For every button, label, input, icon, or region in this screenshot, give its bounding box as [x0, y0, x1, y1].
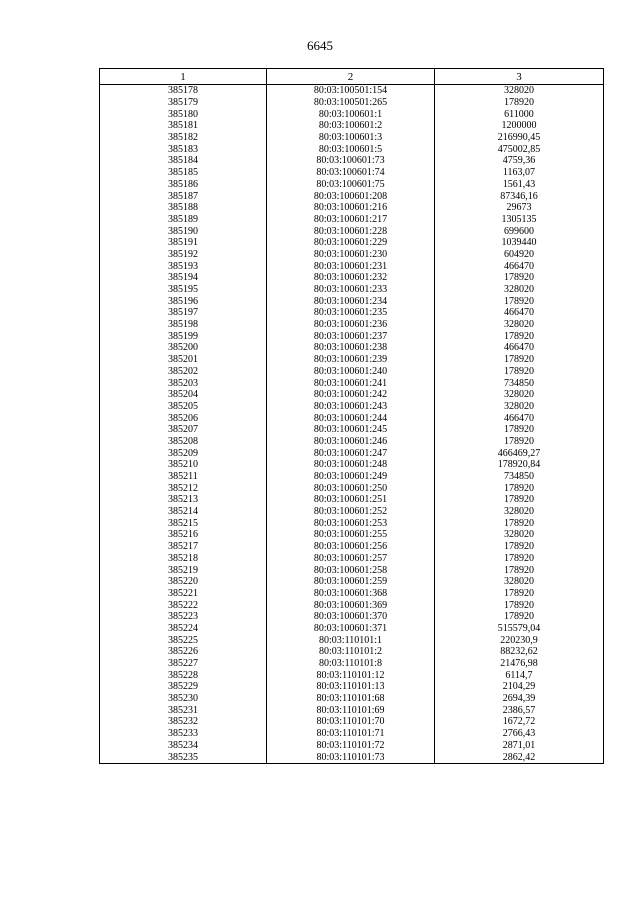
row-number-cell: 385192	[100, 249, 267, 261]
cadastral-number-cell: 80:03:110101:68	[267, 693, 435, 705]
cadastral-value-cell: 88232,62	[435, 646, 604, 658]
table-row	[100, 319, 604, 331]
table-row	[100, 436, 604, 448]
cadastral-number-cell: 80:03:100601:3	[267, 132, 435, 144]
cadastral-number-cell: 80:03:110101:8	[267, 658, 435, 670]
cadastral-value-cell: 1163,07	[435, 167, 604, 179]
cadastral-number-cell: 80:03:100601:242	[267, 389, 435, 401]
cadastral-number-cell: 80:03:100601:238	[267, 342, 435, 354]
cadastral-value-table	[99, 68, 604, 764]
row-number-cell: 385179	[100, 97, 267, 109]
cadastral-value-cell: 328020	[435, 319, 604, 331]
row-number-cell: 385205	[100, 401, 267, 413]
row-number-cell: 385227	[100, 658, 267, 670]
table-row	[100, 716, 604, 728]
table-row	[100, 459, 604, 471]
cadastral-value-cell: 178920	[435, 599, 604, 611]
table-row	[100, 366, 604, 378]
cadastral-value-cell: 2386,57	[435, 704, 604, 716]
row-number-cell: 385182	[100, 132, 267, 144]
row-number-cell: 385197	[100, 307, 267, 319]
cadastral-value-cell: 29673	[435, 202, 604, 214]
cadastral-value-cell: 6114,7	[435, 669, 604, 681]
table-row	[100, 401, 604, 413]
cadastral-value-cell: 466470	[435, 342, 604, 354]
table-row	[100, 202, 604, 214]
cadastral-number-cell: 80:03:100601:245	[267, 424, 435, 436]
row-number-cell: 385217	[100, 541, 267, 553]
table-row	[100, 330, 604, 342]
cadastral-value-cell: 1200000	[435, 120, 604, 132]
cadastral-value-cell: 178920	[435, 482, 604, 494]
cadastral-value-cell: 328020	[435, 529, 604, 541]
table-row	[100, 553, 604, 565]
cadastral-value-cell: 466470	[435, 307, 604, 319]
cadastral-number-cell: 80:03:100601:240	[267, 366, 435, 378]
table-row	[100, 237, 604, 249]
table-row	[100, 564, 604, 576]
row-number-cell: 385200	[100, 342, 267, 354]
row-number-cell: 385214	[100, 506, 267, 518]
cadastral-number-cell: 80:03:100601:74	[267, 167, 435, 179]
cadastral-number-cell: 80:03:110101:70	[267, 716, 435, 728]
table-row	[100, 482, 604, 494]
cadastral-number-cell: 80:03:100601:235	[267, 307, 435, 319]
cadastral-number-cell: 80:03:110101:1	[267, 634, 435, 646]
cadastral-value-cell: 178920	[435, 436, 604, 448]
cadastral-number-cell: 80:03:100601:255	[267, 529, 435, 541]
cadastral-value-cell: 475002,85	[435, 143, 604, 155]
cadastral-value-cell: 2871,01	[435, 740, 604, 752]
table-body	[100, 85, 604, 764]
row-number-cell: 385226	[100, 646, 267, 658]
cadastral-number-cell: 80:03:100601:217	[267, 214, 435, 226]
row-number-cell: 385231	[100, 704, 267, 716]
cadastral-number-cell: 80:03:110101:13	[267, 681, 435, 693]
row-number-cell: 385212	[100, 482, 267, 494]
row-number-cell: 385211	[100, 471, 267, 483]
row-number-cell: 385209	[100, 447, 267, 459]
row-number-cell: 385188	[100, 202, 267, 214]
table-row	[100, 447, 604, 459]
row-number-cell: 385215	[100, 517, 267, 529]
cadastral-value-cell: 328020	[435, 401, 604, 413]
cadastral-number-cell: 80:03:100601:371	[267, 623, 435, 635]
cadastral-value-cell: 1672,72	[435, 716, 604, 728]
header-row	[100, 69, 604, 85]
cadastral-value-cell: 328020	[435, 576, 604, 588]
cadastral-number-cell: 80:03:100601:5	[267, 143, 435, 155]
cadastral-number-cell: 80:03:100601:250	[267, 482, 435, 494]
cadastral-value-cell: 2766,43	[435, 728, 604, 740]
table-row	[100, 611, 604, 623]
table-row	[100, 295, 604, 307]
cadastral-number-cell: 80:03:110101:2	[267, 646, 435, 658]
table-row	[100, 704, 604, 716]
cadastral-value-cell: 734850	[435, 471, 604, 483]
table-row	[100, 506, 604, 518]
column-header-1: 1	[100, 69, 267, 85]
row-number-cell: 385183	[100, 143, 267, 155]
cadastral-number-cell: 80:03:100601:208	[267, 190, 435, 202]
row-number-cell: 385181	[100, 120, 267, 132]
cadastral-value-cell: 21476,98	[435, 658, 604, 670]
cadastral-number-cell: 80:03:100601:257	[267, 553, 435, 565]
table-row	[100, 225, 604, 237]
cadastral-number-cell: 80:03:100601:258	[267, 564, 435, 576]
table-row	[100, 179, 604, 191]
cadastral-value-cell: 178920	[435, 272, 604, 284]
table-row	[100, 693, 604, 705]
cadastral-value-cell: 178920	[435, 564, 604, 576]
table-row	[100, 623, 604, 635]
table-row	[100, 412, 604, 424]
row-number-cell: 385224	[100, 623, 267, 635]
row-number-cell: 385221	[100, 588, 267, 600]
table-row	[100, 342, 604, 354]
table-row	[100, 272, 604, 284]
row-number-cell: 385180	[100, 108, 267, 120]
table-row	[100, 681, 604, 693]
row-number-cell: 385186	[100, 179, 267, 191]
table-row	[100, 120, 604, 132]
cadastral-number-cell: 80:03:100601:251	[267, 494, 435, 506]
cadastral-number-cell: 80:03:100601:230	[267, 249, 435, 261]
table-row	[100, 529, 604, 541]
row-number-cell: 385185	[100, 167, 267, 179]
cadastral-value-cell: 604920	[435, 249, 604, 261]
table-row	[100, 284, 604, 296]
cadastral-number-cell: 80:03:100601:229	[267, 237, 435, 249]
cadastral-value-cell: 328020	[435, 389, 604, 401]
cadastral-value-cell: 178920	[435, 494, 604, 506]
table-row	[100, 85, 604, 97]
row-number-cell: 385222	[100, 599, 267, 611]
row-number-cell: 385233	[100, 728, 267, 740]
table-row	[100, 389, 604, 401]
row-number-cell: 385210	[100, 459, 267, 471]
row-number-cell: 385228	[100, 669, 267, 681]
cadastral-value-cell: 1039440	[435, 237, 604, 249]
row-number-cell: 385216	[100, 529, 267, 541]
row-number-cell: 385189	[100, 214, 267, 226]
table-row	[100, 97, 604, 109]
cadastral-value-cell: 611000	[435, 108, 604, 120]
row-number-cell: 385203	[100, 377, 267, 389]
row-number-cell: 385225	[100, 634, 267, 646]
cadastral-number-cell: 80:03:100601:228	[267, 225, 435, 237]
cadastral-number-cell: 80:03:100601:241	[267, 377, 435, 389]
cadastral-value-cell: 178920	[435, 517, 604, 529]
row-number-cell: 385193	[100, 260, 267, 272]
cadastral-value-cell: 699600	[435, 225, 604, 237]
cadastral-value-cell: 178920	[435, 295, 604, 307]
cadastral-value-cell: 328020	[435, 506, 604, 518]
row-number-cell: 385220	[100, 576, 267, 588]
cadastral-value-cell: 178920,84	[435, 459, 604, 471]
table-row	[100, 517, 604, 529]
cadastral-number-cell: 80:03:100601:256	[267, 541, 435, 553]
row-number-cell: 385194	[100, 272, 267, 284]
table-row	[100, 658, 604, 670]
cadastral-number-cell: 80:03:110101:69	[267, 704, 435, 716]
cadastral-value-cell: 2694,39	[435, 693, 604, 705]
row-number-cell: 385199	[100, 330, 267, 342]
cadastral-number-cell: 80:03:100601:73	[267, 155, 435, 167]
cadastral-number-cell: 80:03:100601:370	[267, 611, 435, 623]
cadastral-value-cell: 178920	[435, 424, 604, 436]
table-row	[100, 599, 604, 611]
cadastral-number-cell: 80:03:100601:253	[267, 517, 435, 529]
cadastral-value-cell: 178920	[435, 366, 604, 378]
cadastral-value-cell: 2862,42	[435, 751, 604, 763]
cadastral-value-cell: 466470	[435, 260, 604, 272]
cadastral-value-cell: 4759,36	[435, 155, 604, 167]
cadastral-number-cell: 80:03:100601:2	[267, 120, 435, 132]
cadastral-value-cell: 466469,27	[435, 447, 604, 459]
table-row	[100, 155, 604, 167]
table-row	[100, 214, 604, 226]
row-number-cell: 385206	[100, 412, 267, 424]
cadastral-value-cell: 178920	[435, 354, 604, 366]
table-row	[100, 190, 604, 202]
table-row	[100, 494, 604, 506]
cadastral-value-cell: 178920	[435, 588, 604, 600]
row-number-cell: 385235	[100, 751, 267, 763]
row-number-cell: 385207	[100, 424, 267, 436]
cadastral-number-cell: 80:03:100601:369	[267, 599, 435, 611]
row-number-cell: 385219	[100, 564, 267, 576]
table-row	[100, 728, 604, 740]
cadastral-number-cell: 80:03:100601:252	[267, 506, 435, 518]
cadastral-value-cell: 328020	[435, 85, 604, 97]
cadastral-value-cell: 1305135	[435, 214, 604, 226]
cadastral-number-cell: 80:03:110101:71	[267, 728, 435, 740]
cadastral-value-cell: 178920	[435, 611, 604, 623]
table-row	[100, 132, 604, 144]
table-row	[100, 740, 604, 752]
table-row	[100, 108, 604, 120]
page-number: 6645	[307, 38, 333, 53]
cadastral-value-cell: 216990,45	[435, 132, 604, 144]
table-row	[100, 588, 604, 600]
row-number-cell: 385187	[100, 190, 267, 202]
table-row	[100, 249, 604, 261]
cadastral-number-cell: 80:03:100601:246	[267, 436, 435, 448]
cadastral-value-cell: 178920	[435, 97, 604, 109]
cadastral-number-cell: 80:03:100501:154	[267, 85, 435, 97]
cadastral-value-cell: 178920	[435, 330, 604, 342]
cadastral-number-cell: 80:03:100601:1	[267, 108, 435, 120]
cadastral-value-cell: 178920	[435, 553, 604, 565]
cadastral-number-cell: 80:03:100601:232	[267, 272, 435, 284]
table-row	[100, 634, 604, 646]
table-row	[100, 751, 604, 763]
row-number-cell: 385232	[100, 716, 267, 728]
cadastral-number-cell: 80:03:100601:368	[267, 588, 435, 600]
cadastral-value-cell: 734850	[435, 377, 604, 389]
table-row	[100, 167, 604, 179]
row-number-cell: 385178	[100, 85, 267, 97]
cadastral-number-cell: 80:03:100601:237	[267, 330, 435, 342]
row-number-cell: 385213	[100, 494, 267, 506]
cadastral-number-cell: 80:03:100501:265	[267, 97, 435, 109]
row-number-cell: 385204	[100, 389, 267, 401]
row-number-cell: 385198	[100, 319, 267, 331]
cadastral-value-cell: 466470	[435, 412, 604, 424]
table-row	[100, 669, 604, 681]
row-number-cell: 385196	[100, 295, 267, 307]
cadastral-number-cell: 80:03:100601:233	[267, 284, 435, 296]
cadastral-number-cell: 80:03:100601:259	[267, 576, 435, 588]
table-row	[100, 424, 604, 436]
row-number-cell: 385208	[100, 436, 267, 448]
table-row	[100, 377, 604, 389]
row-number-cell: 385190	[100, 225, 267, 237]
row-number-cell: 385195	[100, 284, 267, 296]
cadastral-number-cell: 80:03:100601:239	[267, 354, 435, 366]
table-row	[100, 576, 604, 588]
row-number-cell: 385229	[100, 681, 267, 693]
row-number-cell: 385234	[100, 740, 267, 752]
row-number-cell: 385223	[100, 611, 267, 623]
row-number-cell: 385202	[100, 366, 267, 378]
table-row	[100, 471, 604, 483]
cadastral-value-cell: 1561,43	[435, 179, 604, 191]
column-header-3: 3	[435, 69, 604, 85]
cadastral-number-cell: 80:03:100601:234	[267, 295, 435, 307]
table-row	[100, 646, 604, 658]
cadastral-number-cell: 80:03:100601:249	[267, 471, 435, 483]
cadastral-number-cell: 80:03:110101:73	[267, 751, 435, 763]
cadastral-number-cell: 80:03:100601:244	[267, 412, 435, 424]
cadastral-number-cell: 80:03:100601:248	[267, 459, 435, 471]
cadastral-value-cell: 87346,16	[435, 190, 604, 202]
cadastral-number-cell: 80:03:100601:75	[267, 179, 435, 191]
row-number-cell: 385218	[100, 553, 267, 565]
cadastral-value-cell: 2104,29	[435, 681, 604, 693]
cadastral-number-cell: 80:03:100601:231	[267, 260, 435, 272]
cadastral-number-cell: 80:03:100601:236	[267, 319, 435, 331]
row-number-cell: 385230	[100, 693, 267, 705]
table-row	[100, 541, 604, 553]
cadastral-value-cell: 515579,04	[435, 623, 604, 635]
table-row	[100, 143, 604, 155]
table-row	[100, 260, 604, 272]
row-number-cell: 385184	[100, 155, 267, 167]
cadastral-value-cell: 178920	[435, 541, 604, 553]
table-row	[100, 307, 604, 319]
cadastral-number-cell: 80:03:100601:243	[267, 401, 435, 413]
cadastral-number-cell: 80:03:100601:216	[267, 202, 435, 214]
cadastral-value-cell: 220230,9	[435, 634, 604, 646]
table-row	[100, 354, 604, 366]
column-header-2: 2	[267, 69, 435, 85]
cadastral-number-cell: 80:03:100601:247	[267, 447, 435, 459]
row-number-cell: 385191	[100, 237, 267, 249]
cadastral-value-cell: 328020	[435, 284, 604, 296]
table-header	[100, 69, 604, 85]
cadastral-number-cell: 80:03:110101:12	[267, 669, 435, 681]
row-number-cell: 385201	[100, 354, 267, 366]
cadastral-number-cell: 80:03:110101:72	[267, 740, 435, 752]
